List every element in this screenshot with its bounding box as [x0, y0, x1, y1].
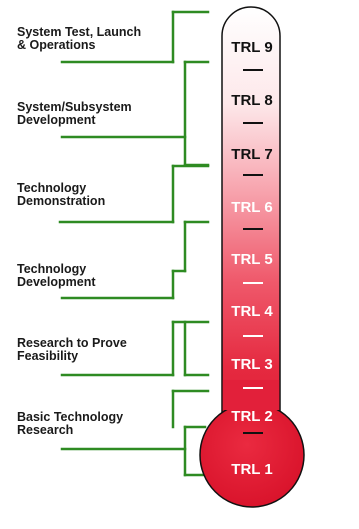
trl-7-label: TRL 7 [231, 146, 273, 163]
trl-5-label: TRL 5 [231, 251, 273, 268]
phase-label-research-feasibility: Research to Prove Feasibility [17, 336, 127, 363]
trl-4-label: TRL 4 [231, 303, 273, 320]
phase-label-technology-demonstration: Technology Demonstration [17, 181, 106, 208]
phase-label-system-development: System/Subsystem Development [17, 100, 132, 127]
trl-6-label: TRL 6 [231, 199, 273, 216]
phase-label-basic-research: Basic Technology Research [17, 410, 124, 437]
phase-label-technology-development: Technology Development [17, 262, 96, 289]
phase-brackets [60, 12, 208, 475]
trl-8-label: TRL 8 [231, 92, 273, 109]
phase-label-system-test: System Test, Launch & Operations [17, 25, 142, 52]
tube-bulb-joint [223, 380, 279, 410]
trl-1-label: TRL 1 [231, 461, 273, 478]
trl-3-label: TRL 3 [231, 356, 273, 373]
trl-9-label: TRL 9 [231, 39, 273, 56]
trl-2-label: TRL 2 [231, 408, 273, 425]
